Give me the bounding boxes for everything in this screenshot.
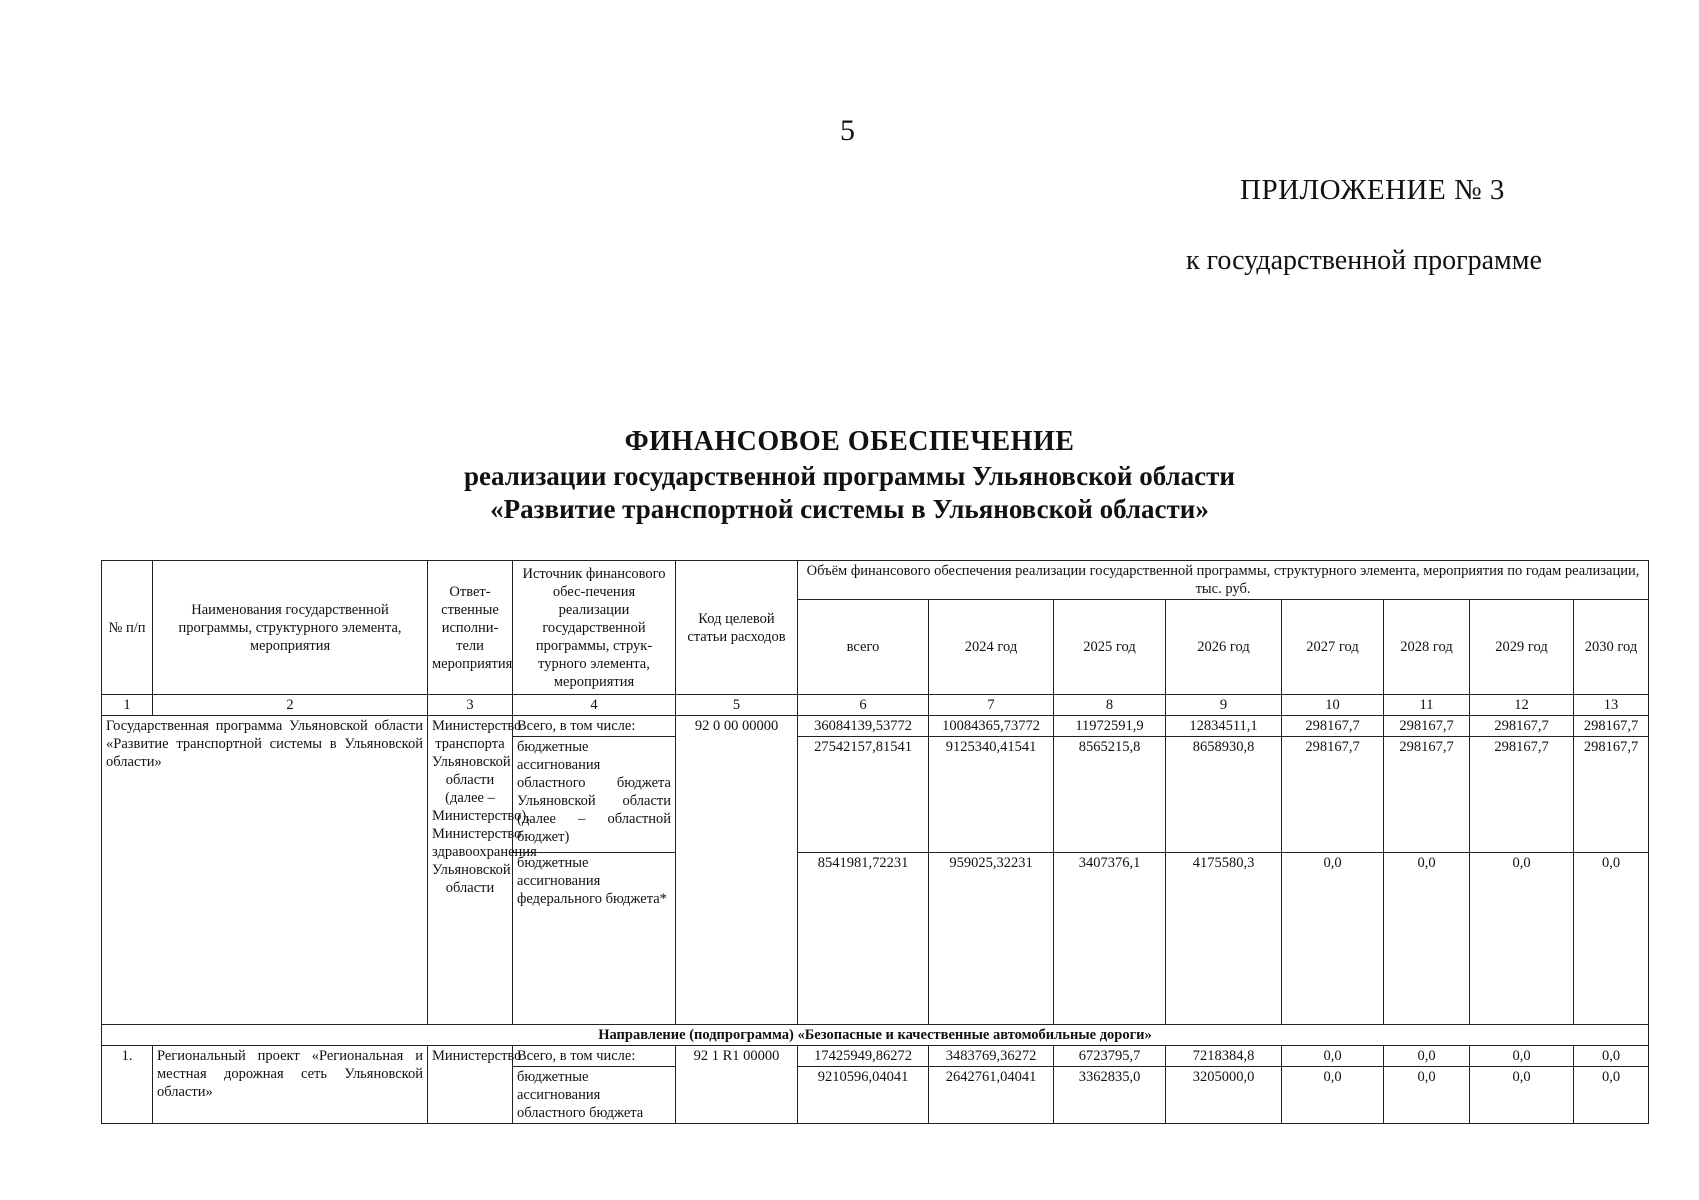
value-cell: 3362835,0 bbox=[1054, 1067, 1166, 1124]
value-cell: 0,0 bbox=[1574, 1067, 1649, 1124]
financing-table bbox=[101, 560, 1649, 1124]
table-row bbox=[102, 1046, 1649, 1067]
column-number: 8 bbox=[1054, 695, 1166, 716]
header-source: Источник финансового обес-печения реализации государственной программы, струк-турного элемента, мероприятия bbox=[513, 561, 676, 695]
column-number: 2 bbox=[153, 695, 428, 716]
header-2027: 2027 год bbox=[1282, 600, 1384, 695]
document-title: ФИНАНСОВОЕ ОБЕСПЕЧЕНИЕ bbox=[624, 426, 1075, 457]
value-cell: 11972591,9 bbox=[1054, 716, 1166, 737]
column-number: 4 bbox=[513, 695, 676, 716]
program-name: Государственная программа Ульяновской области «Развитие транспортной системы в Ульяновской области» bbox=[102, 716, 428, 1025]
program-code: 92 0 00 00000 bbox=[676, 716, 798, 1025]
value-cell: 10084365,73772 bbox=[929, 716, 1054, 737]
value-cell: 0,0 bbox=[1384, 1046, 1470, 1067]
value-cell: 9125340,41541 bbox=[929, 737, 1054, 853]
value-cell: 3205000,0 bbox=[1166, 1067, 1282, 1124]
column-number: 1 bbox=[102, 695, 153, 716]
header-2030: 2030 год bbox=[1574, 600, 1649, 695]
header-2026: 2026 год bbox=[1166, 600, 1282, 695]
value-cell: 8658930,8 bbox=[1166, 737, 1282, 853]
project-num: 1. bbox=[102, 1046, 153, 1124]
value-cell: 2642761,04041 bbox=[929, 1067, 1054, 1124]
value-cell: 0,0 bbox=[1574, 1046, 1649, 1067]
value-cell: 12834511,1 bbox=[1166, 716, 1282, 737]
table-row bbox=[102, 716, 1649, 737]
project-code: 92 1 R1 00000 bbox=[676, 1046, 798, 1124]
source-cell: бюджетные ассигнования областного бюджета bbox=[513, 1067, 676, 1124]
value-cell: 298167,7 bbox=[1574, 737, 1649, 853]
value-cell: 0,0 bbox=[1470, 853, 1574, 1025]
value-cell: 3407376,1 bbox=[1054, 853, 1166, 1025]
section-row bbox=[102, 1025, 1649, 1046]
value-cell: 0,0 bbox=[1470, 1067, 1574, 1124]
value-cell: 0,0 bbox=[1282, 853, 1384, 1025]
value-cell: 0,0 bbox=[1470, 1046, 1574, 1067]
column-number: 11 bbox=[1384, 695, 1470, 716]
value-cell: 4175580,3 bbox=[1166, 853, 1282, 1025]
source-cell: бюджетные ассигнования областного бюджета Ульяновской области (далее – областной бюджет) bbox=[513, 737, 676, 853]
header-name: Наименования государственной программы, структурного элемента, мероприятия bbox=[153, 561, 428, 695]
value-cell: 36084139,53772 bbox=[798, 716, 929, 737]
header-2024: 2024 год bbox=[929, 600, 1054, 695]
section-title: Направление (подпрограмма) «Безопасные и качественные автомобильные дороги» bbox=[102, 1025, 1649, 1046]
source-cell: Всего, в том числе: bbox=[513, 716, 676, 737]
value-cell: 9210596,04041 bbox=[798, 1067, 929, 1124]
header-total: всего bbox=[798, 600, 929, 695]
value-cell: 298167,7 bbox=[1282, 716, 1384, 737]
header-row bbox=[102, 561, 1649, 600]
column-number: 7 bbox=[929, 695, 1054, 716]
header-volume: Объём финансового обеспечения реализации государственной программы, структурного элемента, мероприятия по годам реализации, тыс. руб. bbox=[798, 561, 1649, 600]
value-cell: 298167,7 bbox=[1470, 737, 1574, 853]
document-subtitle-2: «Развитие транспортной системы в Ульяновской области» bbox=[490, 494, 1209, 524]
value-cell: 8565215,8 bbox=[1054, 737, 1166, 853]
header-2029: 2029 год bbox=[1470, 600, 1574, 695]
value-cell: 298167,7 bbox=[1470, 716, 1574, 737]
value-cell: 3483769,36272 bbox=[929, 1046, 1054, 1067]
page-number: 5 bbox=[840, 114, 855, 147]
value-cell: 298167,7 bbox=[1282, 737, 1384, 853]
column-number: 5 bbox=[676, 695, 798, 716]
value-cell: 0,0 bbox=[1574, 853, 1649, 1025]
column-numbers-row bbox=[102, 695, 1649, 716]
program-responsible: Министерство транспорта Ульяновской области (далее – Министерство), Министерство здравоохранения Ульяновской области bbox=[428, 716, 513, 1025]
source-cell: бюджетные ассигнования федерального бюджета* bbox=[513, 853, 676, 1025]
value-cell: 298167,7 bbox=[1384, 737, 1470, 853]
value-cell: 959025,32231 bbox=[929, 853, 1054, 1025]
value-cell: 0,0 bbox=[1384, 1067, 1470, 1124]
column-number: 9 bbox=[1166, 695, 1282, 716]
document-subtitle-1: реализации государственной программы Ульяновской области bbox=[464, 461, 1235, 491]
value-cell: 0,0 bbox=[1282, 1067, 1384, 1124]
value-cell: 298167,7 bbox=[1574, 716, 1649, 737]
appendix-title: ПРИЛОЖЕНИЕ № 3 bbox=[1240, 174, 1505, 206]
column-number: 6 bbox=[798, 695, 929, 716]
source-cell: Всего, в том числе: bbox=[513, 1046, 676, 1067]
value-cell: 7218384,8 bbox=[1166, 1046, 1282, 1067]
value-cell: 298167,7 bbox=[1384, 716, 1470, 737]
value-cell: 17425949,86272 bbox=[798, 1046, 929, 1067]
column-number: 10 bbox=[1282, 695, 1384, 716]
column-number: 3 bbox=[428, 695, 513, 716]
value-cell: 0,0 bbox=[1384, 853, 1470, 1025]
value-cell: 27542157,81541 bbox=[798, 737, 929, 853]
value-cell: 8541981,72231 bbox=[798, 853, 929, 1025]
value-cell: 0,0 bbox=[1282, 1046, 1384, 1067]
header-num: № п/п bbox=[102, 561, 153, 695]
header-2025: 2025 год bbox=[1054, 600, 1166, 695]
header-responsible: Ответ-ственные исполни-тели мероприятия bbox=[428, 561, 513, 695]
column-number: 12 bbox=[1470, 695, 1574, 716]
project-name: Региональный проект «Региональная и местная дорожная сеть Ульяновской области» bbox=[153, 1046, 428, 1124]
column-number: 13 bbox=[1574, 695, 1649, 716]
header-2028: 2028 год bbox=[1384, 600, 1470, 695]
project-responsible: Министерство bbox=[428, 1046, 513, 1124]
header-code: Код целевой статьи расходов bbox=[676, 561, 798, 695]
value-cell: 6723795,7 bbox=[1054, 1046, 1166, 1067]
appendix-subtitle: к государственной программе bbox=[1186, 245, 1542, 276]
